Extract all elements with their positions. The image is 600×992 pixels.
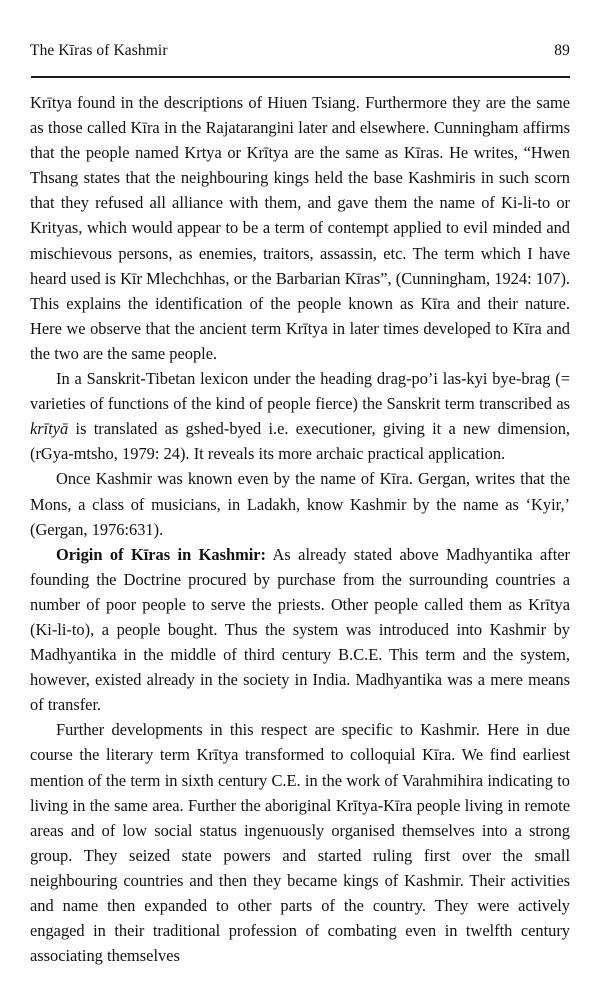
paragraph: Further developments in this respect are specific to Kashmir. Here in due course the literary term Krītya transformed to colloquial Kīra. We find earliest mention of the term in sixth century C.E. in the work of Varahmihira indicating to living in the same area. Further the aboriginal Krītya-Kīra people living in remote areas and of low social status ingenuously organised themselves into a strong group. They seized state powers and started ruling first over the small neighbouring countries and then they became kings of Kashmir. Their activities and name then expanded to other parts of the country. They were actively engaged in their traditional profession of combating even in twelfth century associating themselves [30, 720, 570, 966]
section-heading-inline: Origin of Kīras in Kashmir: [56, 544, 267, 564]
paragraph-segment-italic: krītyā [30, 419, 69, 439]
paragraph-segment: As already stated above Madhyantika after founding the Doctrine procured by purchase from the surrounding countries a number of poor people to serve the priests. Other people called them as Krītya (Ki-li-to), a people bought. Thus the system was introduced into Kashmir by Madhyantika in the middle of third century B.C.E. This term and the system, however, existed already in the society in India. Madhyantika was a mere means of transfer. [30, 544, 570, 715]
paragraph [30, 542, 570, 718]
page-number: 89 [554, 42, 570, 59]
running-head [30, 42, 570, 66]
running-head-title: The Kīras of Kashmir [30, 42, 168, 59]
paragraph-segment: is translated as gshed-byed i.e. executioner, giving it a new dimension, (rGya-mtsho, 1979: 24). It reveals its more archaic practical application. [30, 419, 570, 464]
paragraph: Once Kashmir was known even by the name of Kīra. Gergan, writes that the Mons, a class of musicians, in Ladakh, know Kashmir by the name as ‘Kyir,’ (Gergan, 1976:631). [30, 469, 570, 539]
paragraph-segment: In a Sanskrit-Tibetan lexicon under the heading drag-po’i las-kyi bye-brag (= varieties of functions of the kind of people fierce) the Sanskrit term transcribed as [30, 369, 570, 414]
paragraph: Krītya found in the descriptions of Hiuen Tsiang. Furthermore they are the same as those called Kīra in the Rajatarangini later and elsewhere. Cunningham affirms that the people named Krtya or Krītya are the same as Kīras. He writes, “Hwen Thsang states that the neighbouring kings held the base Kashmiris in such scorn that they refused all alliance with them, and gave them the name of Ki-li-to or Krityas, which would appear to be a term of contempt applied to evil minded and mischievous persons, as enemies, traitors, assassin, etc. The term which I have heard used is Kīr Mlechchhas, or the Barbarian Kīras”, (Cunningham, 1924: 107). This explains the identification of the people known as Kīra and their nature. Here we observe that the ancient term Krītya in later times developed to Kīra and the two are the same people. [30, 93, 570, 363]
header-divider-rule [31, 76, 570, 78]
paragraph [30, 366, 570, 466]
body-text-column [30, 90, 570, 968]
